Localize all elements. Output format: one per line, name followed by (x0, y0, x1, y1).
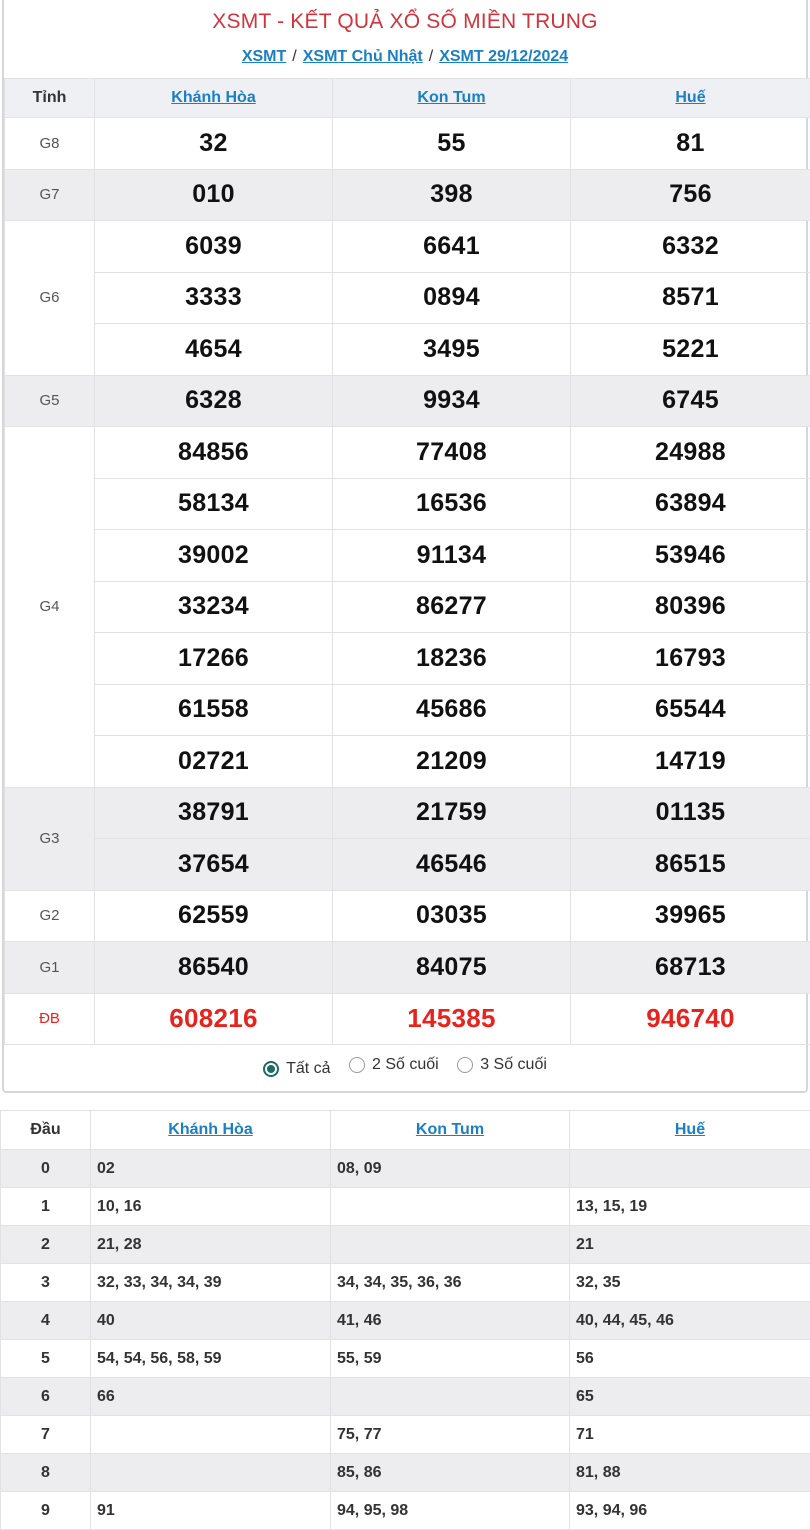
prize-number: 46546 (333, 839, 571, 891)
prize-number: 86515 (571, 839, 810, 891)
tail-numbers: 85, 86 (331, 1454, 570, 1492)
tail-numbers: 94, 95, 98 (331, 1492, 570, 1530)
tail-numbers (331, 1226, 570, 1264)
breadcrumb-xsmt-chu-nhat[interactable]: XSMT Chủ Nhật (302, 48, 423, 65)
prize-number: 58134 (95, 478, 333, 530)
breadcrumb (4, 48, 806, 66)
head-digit: 6 (1, 1378, 91, 1416)
prize-row (5, 993, 810, 1045)
prize-number: 77408 (333, 427, 571, 479)
head-digit: 9 (1, 1492, 91, 1530)
column-header-province-label: Tỉnh (5, 79, 95, 118)
prize-number: 6745 (571, 375, 810, 427)
special-prize-number: 608216 (95, 993, 333, 1045)
column-header-province (95, 79, 333, 118)
tail-numbers: 54, 54, 56, 58, 59 (91, 1340, 331, 1378)
head-digit-row (1, 1302, 810, 1340)
prize-number: 84075 (333, 942, 571, 994)
filter-last2-radio[interactable] (349, 1056, 439, 1074)
prize-number: 84856 (95, 427, 333, 479)
filter-all-radio[interactable] (263, 1060, 330, 1078)
prize-number: 37654 (95, 839, 333, 891)
breadcrumb-separator: / (428, 48, 434, 65)
page-title: XSMT - KẾT QUẢ XỔ SỐ MIỀN TRUNG (212, 10, 598, 33)
tail-numbers: 81, 88 (570, 1454, 810, 1492)
column-header-province (571, 79, 810, 118)
prize-label: G8 (5, 118, 95, 170)
prize-number: 01135 (571, 787, 810, 839)
province-link[interactable]: Huế (675, 89, 706, 106)
prize-number: 17266 (95, 633, 333, 685)
tail-numbers: 91 (91, 1492, 331, 1530)
prize-number: 3495 (333, 324, 571, 376)
prize-number: 53946 (571, 530, 810, 582)
tail-numbers: 71 (570, 1416, 810, 1454)
filter-label: 3 Số cuối (480, 1056, 547, 1073)
head-digit-row (1, 1416, 810, 1454)
prize-row (5, 375, 810, 427)
head-digit-row (1, 1188, 810, 1226)
prize-number: 55 (333, 118, 571, 170)
column-header-head-digit: Đầu (1, 1111, 91, 1150)
prize-number: 39965 (571, 890, 810, 942)
tail-numbers: 65 (570, 1378, 810, 1416)
prize-number: 38791 (95, 787, 333, 839)
prize-number: 6039 (95, 221, 333, 273)
prize-number: 63894 (571, 478, 810, 530)
tail-numbers: 32, 33, 34, 34, 39 (91, 1264, 331, 1302)
prize-row (5, 272, 810, 324)
prize-number: 39002 (95, 530, 333, 582)
tail-numbers: 08, 09 (331, 1150, 570, 1188)
tail-numbers: 93, 94, 96 (570, 1492, 810, 1530)
prize-label: G4 (5, 427, 95, 788)
tail-numbers: 02 (91, 1150, 331, 1188)
filter-label: 2 Số cuối (372, 1056, 439, 1073)
prize-row (5, 221, 810, 273)
breadcrumb-xsmt[interactable]: XSMT (241, 48, 287, 65)
prize-number: 756 (571, 169, 810, 221)
prize-row (5, 942, 810, 994)
prize-number: 16793 (571, 633, 810, 685)
prize-row (5, 736, 810, 788)
results-card (2, 0, 808, 1093)
province-link[interactable]: Kon Tum (417, 89, 486, 106)
prize-number: 14719 (571, 736, 810, 788)
prize-row (5, 890, 810, 942)
head-digit-row (1, 1264, 810, 1302)
head-digit: 0 (1, 1150, 91, 1188)
prize-row (5, 324, 810, 376)
tail-numbers (331, 1378, 570, 1416)
prize-number: 86540 (95, 942, 333, 994)
prize-label: ĐB (5, 993, 95, 1045)
tail-numbers: 21, 28 (91, 1226, 331, 1264)
tail-numbers: 32, 35 (570, 1264, 810, 1302)
prize-number: 91134 (333, 530, 571, 582)
head-digit: 7 (1, 1416, 91, 1454)
prize-row (5, 427, 810, 479)
special-prize-number: 145385 (333, 993, 571, 1045)
prize-number: 3333 (95, 272, 333, 324)
prize-label: G5 (5, 375, 95, 427)
prize-number: 9934 (333, 375, 571, 427)
prize-row (5, 478, 810, 530)
filter-label: Tất cả (286, 1060, 331, 1077)
tail-numbers (331, 1188, 570, 1226)
prize-number: 62559 (95, 890, 333, 942)
prize-row (5, 633, 810, 685)
prize-label: G2 (5, 890, 95, 942)
filter-last3-radio[interactable] (457, 1056, 547, 1074)
breadcrumb-separator: / (292, 48, 297, 65)
prize-row (5, 787, 810, 839)
prize-number: 4654 (95, 324, 333, 376)
tail-numbers: 34, 34, 35, 36, 36 (331, 1264, 570, 1302)
head-digit-row (1, 1340, 810, 1378)
prize-number: 8571 (571, 272, 810, 324)
prize-number: 18236 (333, 633, 571, 685)
tail-numbers: 40, 44, 45, 46 (570, 1302, 810, 1340)
prize-number: 21209 (333, 736, 571, 788)
prize-label: G7 (5, 169, 95, 221)
head-digit: 3 (1, 1264, 91, 1302)
prize-number: 02721 (95, 736, 333, 788)
column-header-province (333, 79, 571, 118)
radio-empty-icon (349, 1057, 365, 1073)
prize-row (5, 684, 810, 736)
prize-number: 398 (333, 169, 571, 221)
prize-number: 010 (95, 169, 333, 221)
prize-number: 86277 (333, 581, 571, 633)
prize-number: 16536 (333, 478, 571, 530)
tail-numbers: 75, 77 (331, 1416, 570, 1454)
results-header-row (5, 79, 810, 118)
prize-label: G6 (5, 221, 95, 376)
results-table (4, 78, 810, 1045)
special-prize-number: 946740 (571, 993, 810, 1045)
tail-numbers: 41, 46 (331, 1302, 570, 1340)
tail-numbers: 21 (570, 1226, 810, 1264)
head-digit: 1 (1, 1188, 91, 1226)
province-link[interactable]: Khánh Hòa (168, 1121, 253, 1138)
head-digit-row (1, 1226, 810, 1264)
prize-number: 45686 (333, 684, 571, 736)
tail-numbers (570, 1150, 810, 1188)
head-digit: 4 (1, 1302, 91, 1340)
radio-selected-icon (263, 1061, 279, 1077)
prize-number: 03035 (333, 890, 571, 942)
column-header-province (570, 1111, 810, 1150)
prize-number: 5221 (571, 324, 810, 376)
tail-numbers: 10, 16 (91, 1188, 331, 1226)
province-link[interactable]: Kon Tum (415, 1121, 485, 1138)
prize-row (5, 581, 810, 633)
number-filter (4, 1056, 806, 1078)
column-header-province (91, 1111, 331, 1150)
head-digit-row (1, 1150, 810, 1188)
province-link[interactable]: Khánh Hòa (171, 89, 256, 106)
tail-numbers: 13, 15, 19 (570, 1188, 810, 1226)
head-digit: 2 (1, 1226, 91, 1264)
head-digit-row (1, 1454, 810, 1492)
tail-numbers: 66 (91, 1378, 331, 1416)
tail-numbers: 40 (91, 1302, 331, 1340)
head-digit-table (0, 1110, 810, 1530)
prize-number: 61558 (95, 684, 333, 736)
prize-number: 65544 (571, 684, 810, 736)
prize-row (5, 530, 810, 582)
tail-numbers (91, 1416, 331, 1454)
prize-number: 80396 (571, 581, 810, 633)
prize-number: 6332 (571, 221, 810, 273)
prize-number: 21759 (333, 787, 571, 839)
prize-number: 81 (571, 118, 810, 170)
prize-number: 6328 (95, 375, 333, 427)
column-header-province (331, 1111, 570, 1150)
breadcrumb-xsmt-date[interactable]: XSMT 29/12/2024 (439, 48, 569, 65)
prize-number: 6641 (333, 221, 571, 273)
prize-number: 0894 (333, 272, 571, 324)
head-digit-row (1, 1492, 810, 1530)
prize-label: G3 (5, 787, 95, 890)
prize-number: 24988 (571, 427, 810, 479)
prize-row (5, 839, 810, 891)
radio-empty-icon (457, 1057, 473, 1073)
head-digit: 8 (1, 1454, 91, 1492)
prize-number: 33234 (95, 581, 333, 633)
head-digit-row (1, 1378, 810, 1416)
province-link[interactable]: Huế (674, 1121, 706, 1138)
head-digit-header-row (1, 1111, 810, 1150)
prize-number: 32 (95, 118, 333, 170)
prize-number: 68713 (571, 942, 810, 994)
prize-label: G1 (5, 942, 95, 994)
tail-numbers: 56 (570, 1340, 810, 1378)
tail-numbers: 55, 59 (331, 1340, 570, 1378)
prize-row (5, 118, 810, 170)
prize-row (5, 169, 810, 221)
head-digit: 5 (1, 1340, 91, 1378)
tail-numbers (91, 1454, 331, 1492)
